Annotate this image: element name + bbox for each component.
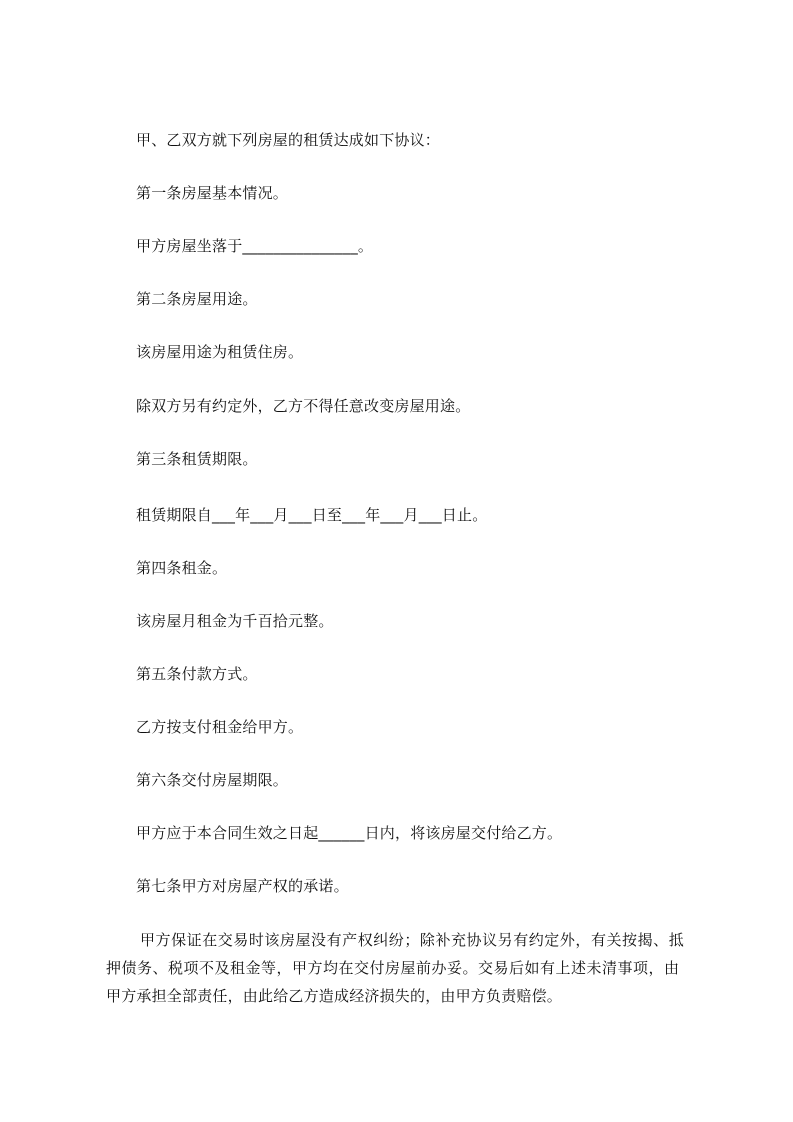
article-6-heading: 第六条交付房屋期限。 xyxy=(136,771,289,789)
paragraph-line: 甲方承担全部责任，由此给乙方造成经济损失的，由甲方负责赔偿。 xyxy=(106,987,563,1005)
paragraph-line: 甲方保证在交易时该房屋没有产权纠纷；除补充协议另有约定外，有关按揭、抵 xyxy=(140,931,685,949)
handover-line: 甲方应于本合同生效之日起______日内，将该房屋交付给乙方。 xyxy=(136,824,563,842)
article-2-heading: 第二条房屋用途。 xyxy=(136,290,258,308)
intro-line: 甲、乙双方就下列房屋的租赁达成如下协议： xyxy=(136,131,441,149)
article-1-heading: 第一条房屋基本情况。 xyxy=(136,184,289,202)
property-location-line: 甲方房屋坐落于_______________。 xyxy=(136,237,374,255)
payment-line: 乙方按支付租金给甲方。 xyxy=(136,718,304,736)
article-3-heading: 第三条租赁期限。 xyxy=(136,450,258,468)
property-use-line: 该房屋用途为租赁住房。 xyxy=(136,343,304,361)
use-restriction-line: 除双方另有约定外，乙方不得任意改变房屋用途。 xyxy=(136,397,471,415)
article-5-heading: 第五条付款方式。 xyxy=(136,665,258,683)
ownership-guarantee-paragraph xyxy=(106,926,688,1010)
monthly-rent-line: 该房屋月租金为千百拾元整。 xyxy=(136,612,334,630)
article-7-heading: 第七条甲方对房屋产权的承诺。 xyxy=(136,877,349,895)
article-4-heading: 第四条租金。 xyxy=(136,559,228,577)
paragraph-line: 押债务、税项不及租金等，甲方均在交付房屋前办妥。交易后如有上述未清事项，由 xyxy=(106,959,680,977)
lease-term-line: 租赁期限自___年___月___日至___年___月___日止。 xyxy=(136,506,488,524)
